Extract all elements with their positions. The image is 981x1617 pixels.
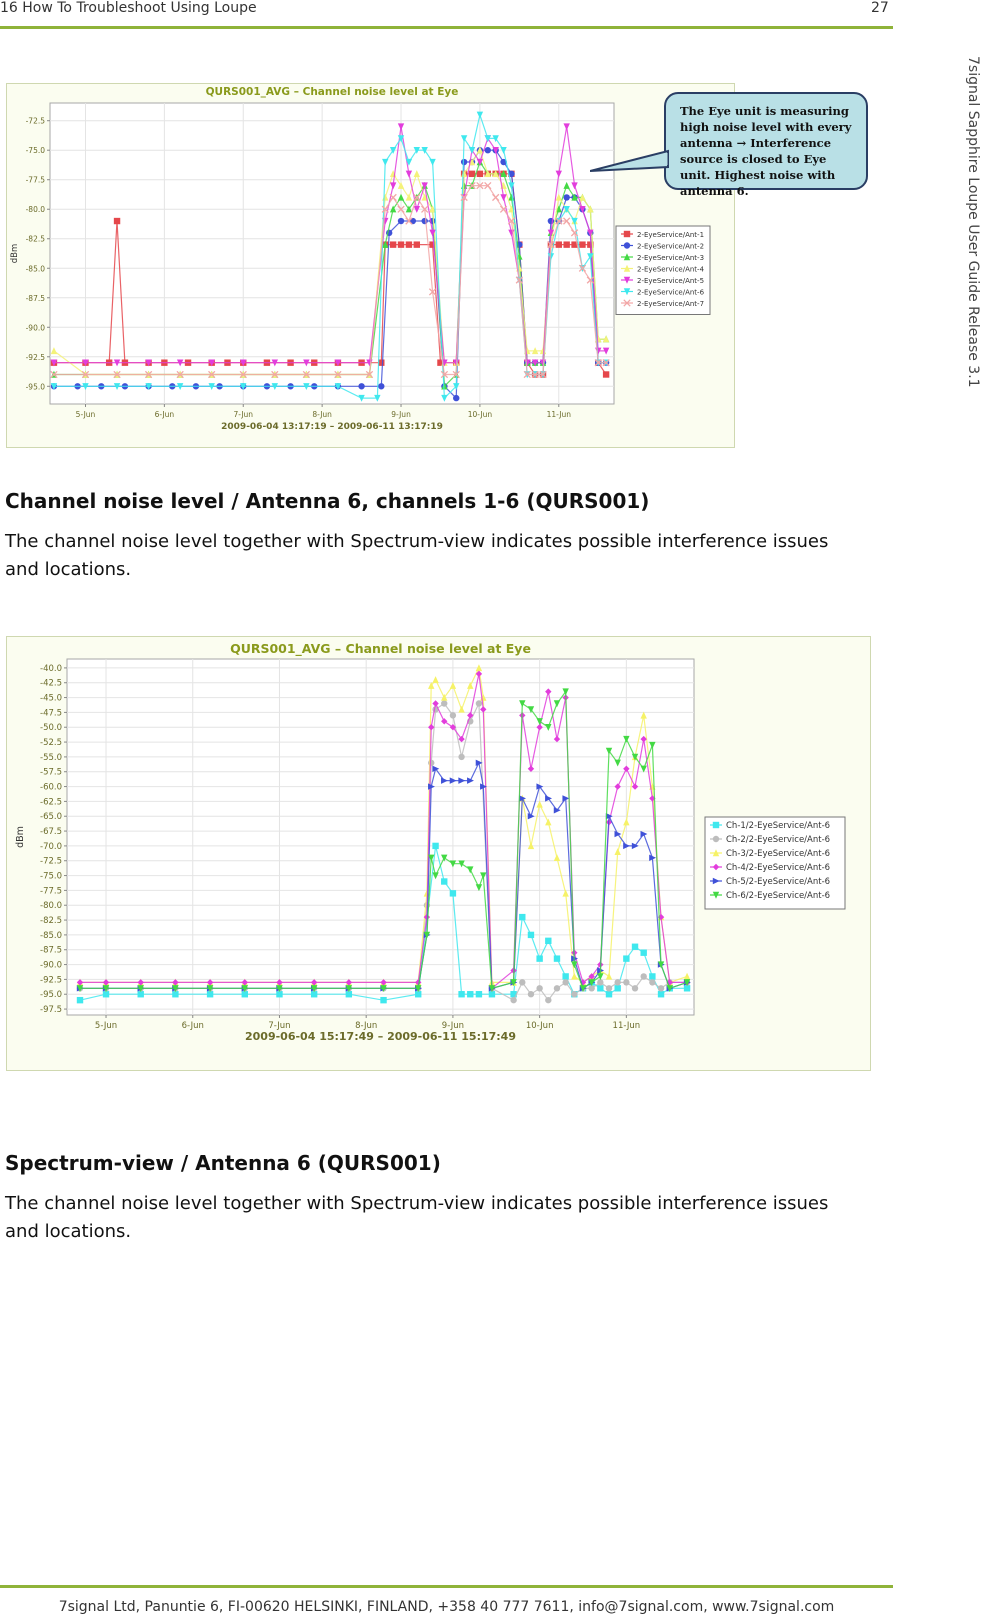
data-point [358, 383, 364, 389]
x-tick-label: 11-Jun [612, 1021, 641, 1031]
y-tick-label: -65.0 [40, 812, 62, 823]
data-point [579, 241, 585, 247]
legend-entry: Ch-4/2-EyeService/Ant-6 [726, 863, 831, 873]
data-point [554, 955, 560, 961]
annotation-callout [664, 92, 868, 198]
y-axis-label: dBm [15, 826, 26, 848]
x-tick-label: 8-Jun [312, 410, 332, 419]
data-point [469, 171, 475, 177]
data-point [658, 991, 664, 997]
y-tick-label: -50.0 [40, 723, 62, 734]
y-tick-label: -67.5 [40, 827, 62, 838]
y-tick-label: -55.0 [40, 752, 62, 763]
y-tick-label: -87.5 [40, 945, 62, 956]
section-body-channel-noise: The channel noise level together with Spectrum-view indicates possible interference issues and locations. [5, 531, 829, 580]
x-tick-label: 5-Jun [94, 1021, 118, 1031]
chart-title: QURS001_AVG – Channel noise level at Eye [230, 641, 531, 656]
legend-entry: 2-EyeService/Ant-4 [637, 265, 705, 274]
x-tick-label: 10-Jun [525, 1021, 554, 1031]
data-point [441, 878, 447, 884]
x-tick-label: 7-Jun [233, 410, 254, 419]
legend-swatch-marker [713, 836, 719, 842]
data-point [563, 194, 569, 200]
x-tick-label: 6-Jun [154, 410, 175, 419]
noise-chart-channels [7, 637, 870, 1070]
x-axis-label: 2009-06-04 15:17:49 – 2009-06-11 15:17:49 [245, 1030, 516, 1043]
data-point [378, 383, 384, 389]
y-tick-label: -80.0 [25, 205, 45, 215]
legend [705, 817, 845, 909]
data-point [477, 171, 483, 177]
chart-figure-2 [6, 636, 871, 1071]
legend-entry: Ch-2/2-EyeService/Ant-6 [726, 835, 831, 845]
data-point [519, 914, 525, 920]
x-tick-label: 5-Jun [75, 410, 96, 419]
legend-entry: Ch-1/2-EyeService/Ant-6 [726, 821, 831, 831]
data-point [562, 979, 568, 985]
y-tick-label: -97.5 [40, 1005, 62, 1016]
data-point [536, 955, 542, 961]
legend-entry: 2-EyeService/Ant-1 [637, 231, 705, 239]
y-tick-label: -90.0 [40, 960, 62, 971]
y-tick-label: -77.5 [40, 886, 62, 897]
y-tick-label: -60.0 [40, 782, 62, 793]
y-tick-label: -62.5 [40, 797, 62, 808]
data-point [614, 985, 620, 991]
y-tick-label: -72.5 [40, 856, 62, 867]
data-point [556, 241, 562, 247]
x-tick-label: 11-Jun [546, 410, 571, 419]
y-tick-label: -75.0 [40, 871, 62, 882]
x-tick-label: 9-Jun [441, 1021, 465, 1031]
legend [616, 226, 710, 315]
data-point [421, 218, 427, 224]
data-point [562, 973, 568, 979]
data-point [545, 997, 551, 1003]
data-point [467, 991, 473, 997]
y-tick-label: -85.0 [25, 264, 45, 274]
y-tick-label: -45.0 [40, 693, 62, 704]
y-tick-label: -85.0 [40, 930, 62, 941]
data-point [623, 955, 629, 961]
section-heading-channel-noise: Channel noise level / Antenna 6, channels 1-6 (QURS001) [5, 489, 650, 513]
footer-rule [0, 1585, 893, 1588]
data-point [641, 950, 647, 956]
data-point [554, 985, 560, 991]
data-point [114, 218, 120, 224]
data-point [510, 997, 516, 1003]
data-point [571, 991, 577, 997]
y-tick-label: -80.0 [40, 901, 62, 912]
legend-entry: Ch-6/2-EyeService/Ant-6 [726, 891, 831, 901]
page-number: 27 [871, 0, 889, 16]
callout-pointer [590, 145, 674, 181]
y-tick-label: -77.5 [25, 175, 45, 185]
legend-swatch-marker [624, 242, 630, 248]
data-point [398, 241, 404, 247]
data-point [77, 997, 83, 1003]
legend-entry: 2-EyeService/Ant-5 [637, 277, 705, 285]
data-point [545, 938, 551, 944]
data-point [453, 395, 459, 401]
data-point [461, 159, 467, 165]
legend-entry: 2-EyeService/Ant-6 [637, 288, 705, 297]
y-tick-label: -92.5 [25, 352, 45, 362]
data-point [432, 843, 438, 849]
y-tick-label: -70.0 [40, 841, 62, 852]
legend-swatch-marker [713, 822, 719, 828]
y-tick-label: -90.0 [25, 323, 45, 333]
data-point [649, 979, 655, 985]
data-point [623, 979, 629, 985]
data-point [614, 979, 620, 985]
footer-contact: 7signal Ltd, Panuntie 6, FI-00620 HELSINKI, FINLAND, +358 40 777 7611, info@7signal.com, www.7signal.com [58, 1599, 835, 1615]
data-point [528, 991, 534, 997]
x-axis-label: 2009-06-04 13:17:19 – 2009-06-11 13:17:19 [221, 422, 443, 432]
running-header-title: 16 How To Troubleshoot Using Loupe [0, 0, 257, 16]
data-point [414, 241, 420, 247]
x-tick-label: 9-Jun [391, 410, 411, 419]
y-tick-label: -52.5 [40, 738, 62, 749]
y-axis-label: dBm [10, 243, 20, 264]
section-heading-spectrum-view: Spectrum-view / Antenna 6 (QURS001) [5, 1151, 441, 1175]
y-tick-label: -95.0 [25, 382, 45, 392]
x-tick-label: 6-Jun [181, 1021, 204, 1031]
data-point [658, 985, 664, 991]
legend-swatch-marker [624, 231, 630, 237]
data-point [441, 700, 447, 706]
data-point [563, 241, 569, 247]
legend-entry: Ch-3/2-EyeService/Ant-6 [726, 849, 831, 859]
y-tick-label: -47.5 [40, 708, 62, 719]
data-point [450, 890, 456, 896]
data-point [519, 979, 525, 985]
y-tick-label: -40.0 [40, 663, 62, 674]
data-point [606, 985, 612, 991]
legend-entry: 2-EyeService/Ant-7 [637, 300, 705, 308]
data-point [380, 997, 386, 1003]
side-document-title: 7signal Sapphire Loupe User Guide Release 3.1 [965, 56, 981, 388]
y-tick-label: -87.5 [25, 293, 45, 303]
data-point [606, 991, 612, 997]
callout-text: The Eye unit is measuring high noise level with every antenna → Interference source is closed to Eye unit. Highest noise with antenna 6. [680, 104, 852, 198]
y-tick-label: -82.5 [40, 916, 62, 927]
y-tick-label: -92.5 [40, 975, 62, 986]
x-tick-label: 7-Jun [268, 1021, 291, 1031]
data-point [632, 985, 638, 991]
section-body-spectrum-view: The channel noise level together with Spectrum-view indicates possible interference issues and locations. [5, 1193, 829, 1242]
legend-entry: 2-EyeService/Ant-3 [637, 254, 705, 262]
chart-title: QURS001_AVG – Channel noise level at Eye [205, 86, 459, 98]
data-point [458, 991, 464, 997]
y-tick-label: -42.5 [40, 678, 62, 689]
data-point [398, 218, 404, 224]
plot-area [50, 103, 614, 404]
data-point [450, 712, 456, 718]
legend-entry: 2-EyeService/Ant-2 [637, 242, 705, 251]
data-point [406, 241, 412, 247]
noise-chart-antennas [7, 84, 734, 447]
data-point [476, 991, 482, 997]
data-point [390, 241, 396, 247]
legend-entry: Ch-5/2-EyeService/Ant-6 [726, 877, 831, 887]
data-point [476, 700, 482, 706]
data-point [641, 973, 647, 979]
data-point [603, 371, 609, 377]
data-point [485, 147, 491, 153]
data-point [536, 985, 542, 991]
x-tick-label: 10-Jun [467, 410, 493, 419]
y-tick-label: -72.5 [25, 116, 45, 126]
data-point [649, 973, 655, 979]
data-point [597, 985, 603, 991]
data-point [528, 932, 534, 938]
data-point [632, 944, 638, 950]
y-tick-label: -57.5 [40, 767, 62, 778]
x-tick-label: 8-Jun [355, 1021, 378, 1031]
chart-figure-1 [6, 83, 735, 448]
y-tick-label: -82.5 [25, 234, 45, 244]
y-tick-label: -95.0 [40, 990, 62, 1001]
y-tick-label: -75.0 [25, 146, 45, 156]
header-rule [0, 26, 893, 29]
data-point [458, 754, 464, 760]
